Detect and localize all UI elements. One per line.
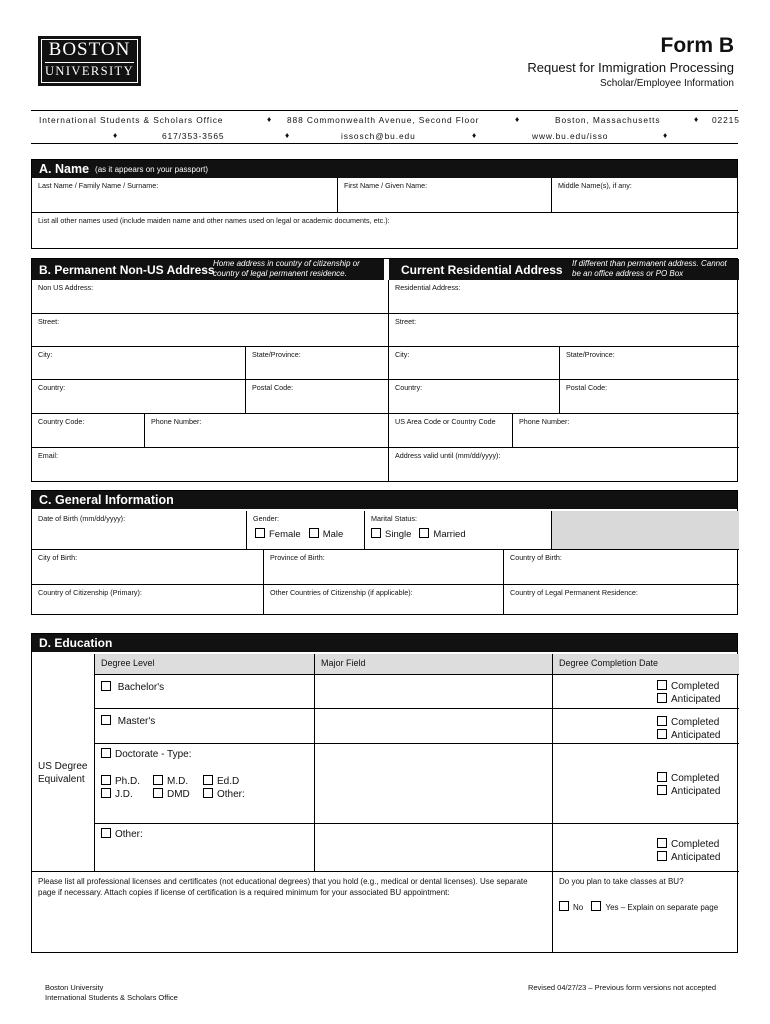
licenses-label: Please list all professional licenses and certificates (not educational degrees) that you hold (e.g., medical or dental licenses). Use separate page if necessary. Attach copies if license of certification is a required minimum for your associated BU appointment: [38, 877, 528, 897]
female-checkbox[interactable] [255, 528, 265, 538]
classes-no-option[interactable] [559, 903, 583, 912]
office-info-bar [31, 110, 738, 144]
doctorate-label: Doctorate - Type: [115, 749, 192, 760]
dmd-label: DMD [167, 789, 190, 800]
masters-completion [553, 709, 739, 744]
doctorate-major-field[interactable] [315, 744, 553, 824]
masters-checkbox[interactable] [101, 715, 111, 725]
section-b-title: B. Permanent Non-US Address [39, 263, 215, 277]
diamond: ♦ [663, 130, 669, 140]
anticipated-option[interactable] [657, 851, 733, 864]
jd-label: J.D. [115, 789, 133, 800]
completed-checkbox[interactable] [657, 772, 667, 782]
us-degree-equivalent [32, 675, 95, 872]
country-code-label: Country Code: [38, 417, 85, 426]
bachelors-completion [553, 675, 739, 709]
completion-date-label: Degree Completion Date [559, 658, 659, 668]
no-label: No [573, 903, 584, 912]
postal-label: Postal Code: [252, 383, 294, 392]
office-website: www.bu.edu/isso [532, 131, 609, 141]
country-birth-field[interactable] [504, 550, 739, 585]
marital-label: Marital Status: [371, 514, 417, 523]
address-valid-label: Address valid until (mm/dd/yyyy): [395, 451, 501, 460]
office-name: International Students & Scholars Office [39, 115, 224, 125]
married-label: Married [433, 529, 466, 540]
left-label-header [32, 654, 95, 675]
anticipated-label: Anticipated [671, 786, 721, 797]
yes-label: Yes – Explain on separate page [605, 903, 719, 912]
degree-level-header [95, 654, 315, 675]
section-c-title: C. General Information [39, 493, 174, 507]
other-type-checkbox[interactable] [203, 788, 213, 798]
diamond: ♦ [515, 114, 521, 124]
section-b-note: Home address in country of citizenship or country of legal permanent residence. [213, 259, 360, 278]
last-name-label: Last Name / Family Name / Surname: [38, 181, 159, 190]
anticipated-checkbox[interactable] [657, 693, 667, 703]
footer-line2: International Students & Scholars Office [45, 993, 178, 1002]
country-label: Country: [38, 383, 66, 392]
street-label: Street: [395, 317, 417, 326]
section-c-general [31, 490, 738, 615]
section-a-name [31, 159, 738, 249]
anticipated-option[interactable] [657, 693, 733, 706]
logo-line2: UNIVERSITY [45, 64, 134, 78]
office-phone: 617/353-3565 [162, 131, 225, 141]
middle-name-field[interactable] [552, 178, 739, 213]
perm-phone-field[interactable] [145, 414, 389, 448]
edd-option[interactable] [203, 775, 263, 788]
other-degree-checkbox[interactable] [101, 828, 111, 838]
anticipated-checkbox[interactable] [657, 729, 667, 739]
gender-field [247, 511, 365, 550]
bu-logo [38, 36, 141, 86]
other-type-label: Other: [217, 789, 245, 800]
last-name-field[interactable] [32, 178, 338, 213]
md-checkbox[interactable] [153, 775, 163, 785]
phone-label: Phone Number: [519, 417, 570, 426]
city-label: City: [395, 350, 410, 359]
other-major-field[interactable] [315, 824, 553, 872]
country-label: Country: [395, 383, 423, 392]
office-address: 888 Commonwealth Avenue, Second Floor [287, 115, 480, 125]
single-checkbox[interactable] [371, 528, 381, 538]
res-phone-field[interactable] [513, 414, 739, 448]
male-option[interactable] [309, 528, 344, 540]
perm-email-field[interactable] [32, 448, 389, 482]
citizenship-label: Country of Citizenship (Primary): [38, 588, 142, 597]
diamond: ♦ [694, 114, 700, 124]
single-label: Single [385, 529, 412, 540]
completed-label: Completed [671, 717, 720, 728]
dob-field[interactable] [32, 511, 247, 550]
completed-option[interactable] [657, 772, 733, 785]
phd-label: Ph.D. [115, 776, 141, 787]
other-citizenship-field[interactable] [264, 585, 504, 615]
logo-line1: BOSTON [48, 39, 131, 60]
office-city: Boston, Massachusetts [555, 115, 661, 125]
section-a-note: (as it appears on your passport) [95, 164, 208, 174]
anticipated-label: Anticipated [671, 730, 721, 741]
anticipated-option[interactable] [657, 729, 733, 742]
anticipated-checkbox[interactable] [657, 851, 667, 861]
male-label: Male [322, 529, 344, 540]
marital-field [365, 511, 552, 550]
male-checkbox[interactable] [309, 528, 319, 538]
completed-option[interactable] [657, 838, 733, 851]
other-degree-row [95, 824, 315, 872]
completion-date-header [553, 654, 739, 675]
married-option[interactable] [419, 528, 465, 540]
city-birth-field[interactable] [32, 550, 264, 585]
email-label: Email: [38, 451, 58, 460]
major-field-label: Major Field [321, 658, 366, 668]
jd-option[interactable] [101, 788, 153, 801]
section-b-header-right [389, 259, 739, 280]
res-street-field[interactable] [389, 314, 739, 347]
bachelors-row [95, 675, 315, 709]
other-completion [553, 824, 739, 872]
yes-checkbox[interactable] [591, 901, 601, 911]
edd-checkbox[interactable] [203, 775, 213, 785]
other-names-label: List all other names used (include maiden name and other names used on legal or academic documents, etc.): [38, 216, 390, 225]
no-checkbox[interactable] [559, 901, 569, 911]
doctorate-completion [553, 744, 739, 824]
non-us-address-label: Non US Address: [38, 283, 94, 292]
perm-postal-field[interactable] [246, 380, 389, 414]
residential-address-field[interactable] [389, 280, 739, 314]
section-c-header [32, 491, 737, 509]
diamond: ♦ [267, 114, 273, 124]
perm-country-field[interactable] [32, 380, 246, 414]
province-birth-label: Province of Birth: [270, 553, 325, 562]
anticipated-label: Anticipated [671, 852, 721, 863]
single-option[interactable] [371, 528, 411, 540]
section-b-address [31, 258, 738, 482]
edd-label: Ed.D [217, 776, 240, 787]
dob-label: Date of Birth (mm/dd/yyyy): [38, 514, 126, 523]
phone-label: Phone Number: [151, 417, 202, 426]
major-field-header [315, 654, 553, 675]
residence-field[interactable] [504, 585, 739, 615]
first-name-field[interactable] [338, 178, 552, 213]
state-label: State/Province: [252, 350, 301, 359]
completed-option[interactable] [657, 716, 733, 729]
office-zip: 02215 [712, 115, 740, 125]
masters-major-field[interactable] [315, 709, 553, 744]
grey-block [552, 511, 739, 550]
res-city-field[interactable] [389, 347, 560, 380]
masters-label: Master's [117, 716, 156, 727]
perm-city-field[interactable] [32, 347, 246, 380]
us-area-code-label: US Area Code or Country Code [395, 417, 496, 426]
form-subtitle: Request for Immigration Processing [527, 60, 734, 75]
diamond: ♦ [113, 130, 119, 140]
other-names-field[interactable] [32, 213, 737, 248]
footer-revised: Revised 04/27/23 – Previous form versions not accepted [527, 983, 716, 992]
res-area-code-field[interactable] [389, 414, 513, 448]
completed-option[interactable] [657, 680, 733, 693]
bachelors-major-field[interactable] [315, 675, 553, 709]
postal-label: Postal Code: [566, 383, 608, 392]
footer-left [45, 983, 178, 1003]
doctorate-row [95, 744, 315, 824]
completed-checkbox[interactable] [657, 838, 667, 848]
bachelors-label: Bachelor's [117, 682, 165, 693]
state-label: State/Province: [566, 350, 615, 359]
first-name-label: First Name / Given Name: [344, 181, 428, 190]
street-label: Street: [38, 317, 60, 326]
diamond: ♦ [472, 130, 478, 140]
female-option[interactable] [255, 528, 301, 540]
footer-line1: Boston University [45, 983, 104, 992]
res-state-field[interactable] [560, 347, 739, 380]
country-birth-label: Country of Birth: [510, 553, 562, 562]
dmd-checkbox[interactable] [153, 788, 163, 798]
section-b-header-left [32, 259, 384, 280]
city-birth-label: City of Birth: [38, 553, 78, 562]
form-subsubtitle: Scholar/Employee Information [600, 78, 734, 89]
gender-label: Gender: [253, 514, 279, 523]
perm-street-field[interactable] [32, 314, 389, 347]
licenses-field[interactable] [32, 872, 553, 953]
classes-field [553, 872, 739, 953]
doctorate-checkbox[interactable] [101, 748, 111, 758]
masters-row [95, 709, 315, 744]
res-country-field[interactable] [389, 380, 560, 414]
us-degree-label: US Degree Equivalent [38, 761, 88, 785]
city-label: City: [38, 350, 53, 359]
completed-label: Completed [671, 681, 720, 692]
other-citizenship-label: Other Countries of Citizenship (if applicable): [270, 588, 413, 597]
anticipated-label: Anticipated [671, 694, 721, 705]
section-a-title: A. Name [39, 162, 90, 176]
section-d-title: D. Education [39, 636, 113, 650]
middle-name-label: Middle Name(s), if any: [558, 181, 632, 190]
phd-checkbox[interactable] [101, 775, 111, 785]
married-checkbox[interactable] [419, 528, 429, 538]
anticipated-checkbox[interactable] [657, 785, 667, 795]
diamond: ♦ [285, 130, 291, 140]
bachelors-checkbox[interactable] [101, 681, 111, 691]
current-address-title: Current Residential Address [401, 263, 563, 277]
current-address-note: If different than permanent address. Cannot be an office address or PO Box [572, 259, 727, 278]
classes-question: Do you plan to take classes at BU? [559, 877, 684, 886]
office-email: issosch@bu.edu [341, 131, 416, 141]
province-birth-field[interactable] [264, 550, 504, 585]
classes-yes-option[interactable] [591, 903, 718, 912]
md-option[interactable] [153, 775, 203, 788]
completed-label: Completed [671, 773, 720, 784]
res-postal-field[interactable] [560, 380, 739, 414]
section-d-education [31, 633, 738, 953]
other-degree-label: Other: [115, 829, 143, 840]
residence-label: Country of Legal Permanent Residence: [510, 588, 638, 597]
form-title: Form B [660, 34, 734, 57]
degree-level-label: Degree Level [101, 658, 155, 668]
other-type-option[interactable] [203, 788, 263, 801]
completed-label: Completed [671, 839, 720, 850]
completed-checkbox[interactable] [657, 680, 667, 690]
anticipated-option[interactable] [657, 785, 733, 798]
non-us-address-field[interactable] [32, 280, 389, 314]
residential-address-label: Residential Address: [395, 283, 461, 292]
perm-country-code-field[interactable] [32, 414, 145, 448]
perm-state-field[interactable] [246, 347, 389, 380]
address-valid-field[interactable] [389, 448, 739, 482]
female-label: Female [269, 529, 301, 540]
jd-checkbox[interactable] [101, 788, 111, 798]
phd-option[interactable] [101, 775, 153, 788]
section-d-header [32, 634, 737, 652]
section-a-header [32, 160, 737, 178]
completed-checkbox[interactable] [657, 716, 667, 726]
md-label: M.D. [167, 776, 189, 787]
citizenship-field[interactable] [32, 585, 264, 615]
dmd-option[interactable] [153, 788, 203, 801]
